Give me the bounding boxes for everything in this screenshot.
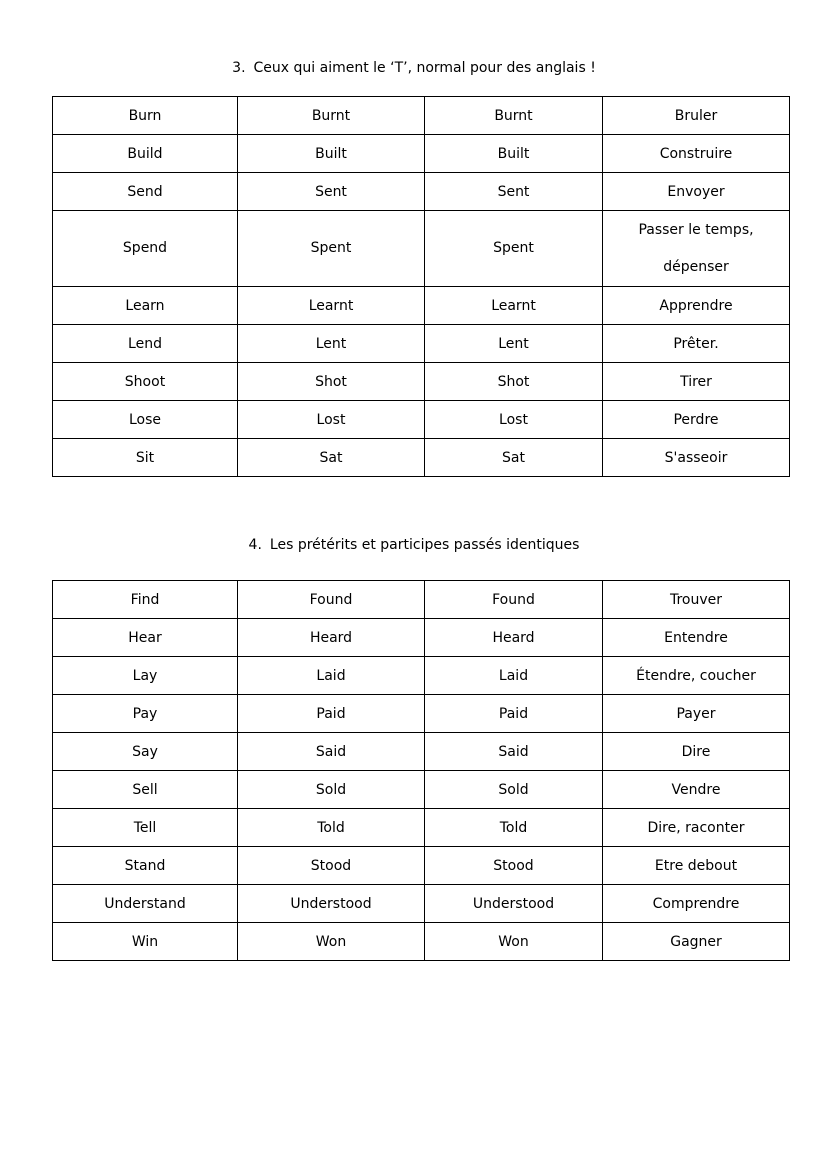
preterit-cell: Built (238, 135, 425, 173)
table-row (53, 581, 790, 619)
past-participle-cell: Spent (425, 211, 603, 287)
translation-cell: Étendre, coucher (603, 657, 790, 695)
table-row (53, 695, 790, 733)
past-participle-cell: Found (425, 581, 603, 619)
translation-cell: Trouver (603, 581, 790, 619)
table-row (53, 771, 790, 809)
table-row (53, 619, 790, 657)
table-row (53, 363, 790, 401)
translation-cell: Comprendre (603, 885, 790, 923)
preterit-cell: Found (238, 581, 425, 619)
translation-cell: Bruler (603, 97, 790, 135)
past-participle-cell: Stood (425, 847, 603, 885)
infinitive-cell: Send (53, 173, 238, 211)
table-row (53, 657, 790, 695)
past-participle-cell: Sat (425, 439, 603, 477)
past-participle-cell: Heard (425, 619, 603, 657)
translation-cell: Prêter. (603, 325, 790, 363)
infinitive-cell: Understand (53, 885, 238, 923)
past-participle-cell: Told (425, 809, 603, 847)
infinitive-cell: Sell (53, 771, 238, 809)
table-row (53, 809, 790, 847)
past-participle-cell: Won (425, 923, 603, 961)
table-row (53, 287, 790, 325)
past-participle-cell: Understood (425, 885, 603, 923)
preterit-cell: Laid (238, 657, 425, 695)
translation-cell: Etre debout (603, 847, 790, 885)
translation-cell: Envoyer (603, 173, 790, 211)
past-participle-cell: Lent (425, 325, 603, 363)
translation-cell: S'asseoir (603, 439, 790, 477)
past-participle-cell: Said (425, 733, 603, 771)
infinitive-cell: Tell (53, 809, 238, 847)
table-row (53, 923, 790, 961)
section-number: 3. (232, 60, 246, 76)
past-participle-cell: Laid (425, 657, 603, 695)
table-row (53, 401, 790, 439)
preterit-cell: Burnt (238, 97, 425, 135)
preterit-cell: Said (238, 733, 425, 771)
table-row (53, 211, 790, 287)
translation-cell: Vendre (603, 771, 790, 809)
translation-cell: Gagner (603, 923, 790, 961)
table-row (53, 135, 790, 173)
infinitive-cell: Learn (53, 287, 238, 325)
preterit-cell: Spent (238, 211, 425, 287)
past-participle-cell: Burnt (425, 97, 603, 135)
infinitive-cell: Find (53, 581, 238, 619)
table-row (53, 847, 790, 885)
section-3-title (0, 59, 828, 77)
preterit-cell: Sat (238, 439, 425, 477)
infinitive-cell: Lose (53, 401, 238, 439)
infinitive-cell: Win (53, 923, 238, 961)
preterit-cell: Paid (238, 695, 425, 733)
section-heading: Ceux qui aiment le ‘T’, normal pour des anglais ! (253, 60, 596, 76)
preterit-cell: Sold (238, 771, 425, 809)
verb-table-identical-forms (52, 580, 790, 961)
past-participle-cell: Sent (425, 173, 603, 211)
infinitive-cell: Stand (53, 847, 238, 885)
cell-line: Passer le temps, (638, 221, 754, 238)
translation-cell: Perdre (603, 401, 790, 439)
infinitive-cell: Burn (53, 97, 238, 135)
preterit-cell: Heard (238, 619, 425, 657)
preterit-cell: Told (238, 809, 425, 847)
past-participle-cell: Lost (425, 401, 603, 439)
infinitive-cell: Shoot (53, 363, 238, 401)
translation-cell: Apprendre (603, 287, 790, 325)
preterit-cell: Sent (238, 173, 425, 211)
verb-table-t-endings (52, 96, 790, 477)
infinitive-cell: Build (53, 135, 238, 173)
preterit-cell: Stood (238, 847, 425, 885)
table-row (53, 439, 790, 477)
translation-cell (603, 211, 790, 287)
translation-cell: Payer (603, 695, 790, 733)
translation-cell: Construire (603, 135, 790, 173)
translation-cell: Dire (603, 733, 790, 771)
translation-cell: Tirer (603, 363, 790, 401)
infinitive-cell: Pay (53, 695, 238, 733)
table-row (53, 325, 790, 363)
preterit-cell: Lost (238, 401, 425, 439)
infinitive-cell: Say (53, 733, 238, 771)
preterit-cell: Learnt (238, 287, 425, 325)
table-row (53, 733, 790, 771)
preterit-cell: Lent (238, 325, 425, 363)
infinitive-cell: Hear (53, 619, 238, 657)
preterit-cell: Understood (238, 885, 425, 923)
past-participle-cell: Shot (425, 363, 603, 401)
table-row (53, 97, 790, 135)
section-heading: Les prétérits et participes passés identiques (269, 537, 580, 553)
past-participle-cell: Sold (425, 771, 603, 809)
cell-line: dépenser (663, 258, 729, 275)
table-row (53, 885, 790, 923)
past-participle-cell: Paid (425, 695, 603, 733)
preterit-cell: Won (238, 923, 425, 961)
past-participle-cell: Learnt (425, 287, 603, 325)
infinitive-cell: Lend (53, 325, 238, 363)
past-participle-cell: Built (425, 135, 603, 173)
table-row (53, 173, 790, 211)
preterit-cell: Shot (238, 363, 425, 401)
section-4-title (0, 536, 828, 554)
infinitive-cell: Lay (53, 657, 238, 695)
translation-cell: Entendre (603, 619, 790, 657)
section-number: 4. (248, 537, 262, 553)
infinitive-cell: Sit (53, 439, 238, 477)
infinitive-cell: Spend (53, 211, 238, 287)
translation-cell: Dire, raconter (603, 809, 790, 847)
